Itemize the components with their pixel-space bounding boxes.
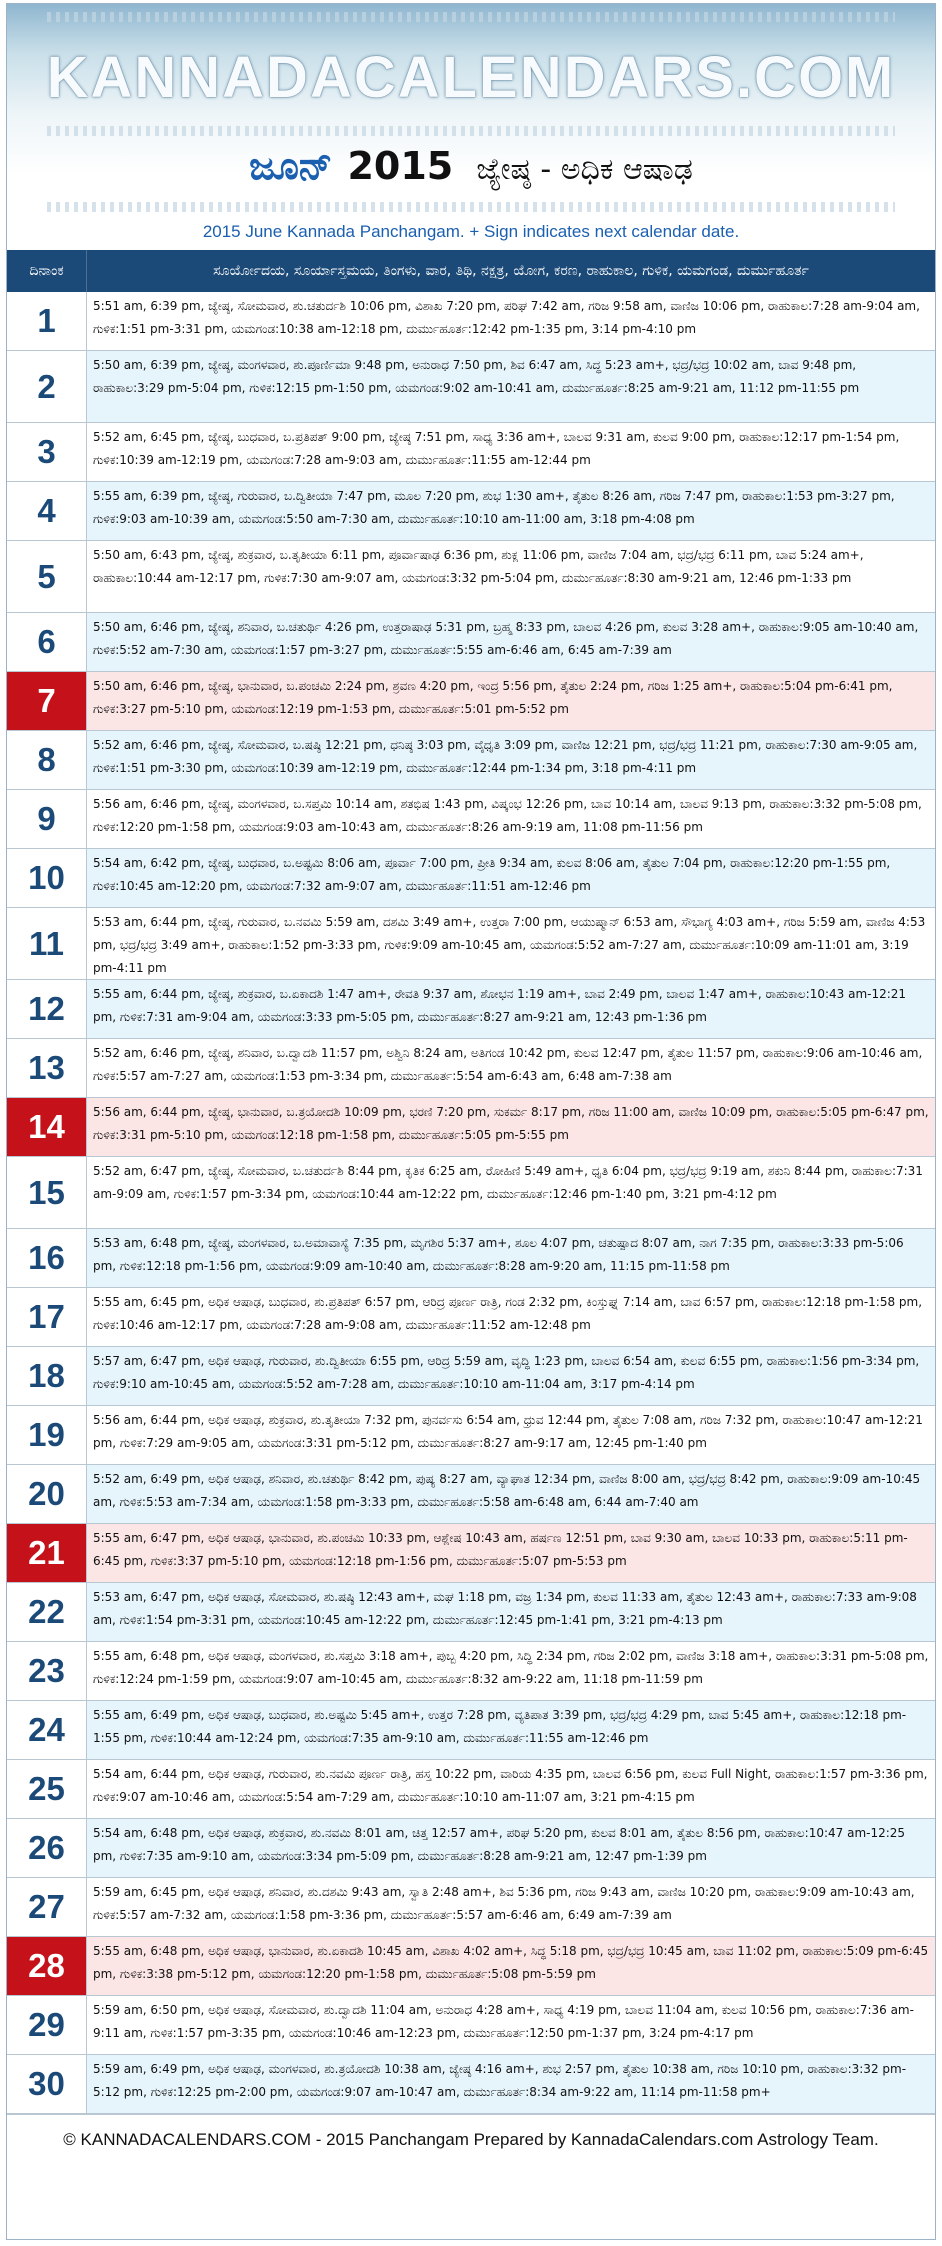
date-number: 25: [7, 1760, 87, 1818]
date-number: 11: [7, 908, 87, 979]
table-row: [7, 1760, 935, 1819]
table-row: [7, 1583, 935, 1642]
title-maasa: ಜ್ಯೇಷ್ಠ - ಅಧಿಕ ಆಷಾಢ: [476, 152, 693, 187]
date-number: 16: [7, 1229, 87, 1287]
panchang-details: 5:55 am, 6:48 pm, ಅಧಿಕ ಆಷಾಢ, ಮಂಗಳವಾರ, ಶು.ಸಪ್ತಮಿ 3:18 am+, ಪುಬ್ಬ 4:20 pm, ಸಿದ್ಧಿ 2:34 pm, ಗರಿಜ 2:02 pm, ವಾಣಿಜ 3:18 am+, ರಾಹುಕಾಲ:3:31 pm-5:08 pm, ಗುಳಿಕ:12:24 pm-1:59 pm, ಯಮಗಂಡ:9:07 am-10:45 am, ದುರ್ಮುಹೂರ್ತ:8:32 am-9:22 am, 11:18 pm-11:59 pm: [87, 1642, 935, 1700]
panchang-details: 5:59 am, 6:49 pm, ಅಧಿಕ ಆಷಾಢ, ಮಂಗಳವಾರ, ಶು.ತ್ರಯೋದಶಿ 10:38 am, ಜ್ಯೇಷ್ಠ 4:16 am+, ಶುಭ 2:57 pm, ತೈತುಲ 10:38 am, ಗರಿಜ 10:10 pm, ರಾಹುಕಾಲ:3:32 pm-5:12 pm, ಗುಳಿಕ:12:25 pm-2:00 pm, ಯಮಗಂಡ:9:07 am-10:47 am, ದುರ್ಮುಹೂರ್ತ:8:34 am-9:22 am, 11:14 pm-11:58 pm+: [87, 2055, 935, 2113]
panchang-details: 5:54 am, 6:44 pm, ಅಧಿಕ ಆಷಾಢ, ಗುರುವಾರ, ಶು.ನವಮಿ ಪೂರ್ಣ ರಾತ್ರಿ, ಹಸ್ತ 10:22 pm, ವಾರಿಯ 4:35 pm, ಬಾಲವ 6:56 pm, ಕುಲವ Full Night, ರಾಹುಕಾಲ:1:57 pm-3:36 pm, ಗುಳಿಕ:9:07 am-10:46 am, ಯಮಗಂಡ:5:54 am-7:29 am, ದುರ್ಮುಹೂರ್ತ:10:10 am-11:07 am, 3:21 pm-4:15 pm: [87, 1760, 935, 1818]
panchang-details: 5:53 am, 6:44 pm, ಜ್ಯೇಷ್ಠ, ಗುರುವಾರ, ಬ.ನವಮಿ 5:59 am, ದಶಮಿ 3:49 am+, ಉತ್ತರಾ 7:00 pm, ಆಯುಷ್ಮಾನ್ 6:53 am, ಸೌಭಾಗ್ಯ 4:03 am+, ಗರಿಜ 5:59 am, ವಾಣಿಜ 4:53 pm, ಭದ್ರ/ಭದ್ರ 3:49 am+, ರಾಹುಕಾಲ:1:52 pm-3:33 pm, ಗುಳಿಕ:9:09 am-10:45 am, ಯಮಗಂಡ:5:52 am-7:27 am, ದುರ್ಮುಹೂರ್ತ:10:09 am-11:01 am, 3:19 pm-4:11 pm: [87, 908, 935, 979]
date-number: 30: [7, 2055, 87, 2113]
panchang-details: 5:55 am, 6:47 pm, ಅಧಿಕ ಆಷಾಢ, ಭಾನುವಾರ, ಶು.ಪಂಚಮಿ 10:33 pm, ಆಶ್ಲೇಷ 10:43 am, ಹರ್ಷಣ 12:51 pm, ಬಾವ 9:30 am, ಬಾಲವ 10:33 pm, ರಾಹುಕಾಲ:5:11 pm-6:45 pm, ಗುಳಿಕ:3:37 pm-5:10 pm, ಯಮಗಂಡ:12:18 pm-1:56 pm, ದುರ್ಮುಹೂರ್ತ:5:07 pm-5:53 pm: [87, 1524, 935, 1582]
date-number: 6: [7, 613, 87, 671]
subtitle: 2015 June Kannada Panchangam. + Sign indicates next calendar date.: [202, 222, 740, 241]
date-number: 26: [7, 1819, 87, 1877]
panchang-details: 5:56 am, 6:46 pm, ಜ್ಯೇಷ್ಠ, ಮಂಗಳವಾರ, ಬ.ಸಪ್ತಮಿ 10:14 am, ಶತಭಿಷ 1:43 pm, ವಿಷ್ಕಂಭ 12:26 pm, ಬಾವ 10:14 am, ಬಾಲವ 9:13 pm, ರಾಹುಕಾಲ:3:32 pm-5:08 pm, ಗುಳಿಕ:12:20 pm-1:58 pm, ಯಮಗಂಡ:9:03 am-10:43 am, ದುರ್ಮುಹೂರ್ತ:8:26 am-9:19 am, 11:08 pm-11:56 pm: [87, 790, 935, 848]
panchang-details: 5:59 am, 6:45 pm, ಅಧಿಕ ಆಷಾಢ, ಶನಿವಾರ, ಶು.ದಶಮಿ 9:43 am, ಸ್ವಾತಿ 2:48 am+, ಶಿವ 5:36 pm, ಗರಿಜ 9:43 am, ವಾಣಿಜ 10:20 pm, ರಾಹುಕಾಲ:9:09 am-10:43 am, ಗುಳಿಕ:5:57 am-7:32 am, ಯಮಗಂಡ:1:58 pm-3:36 pm, ದುರ್ಮುಹೂರ್ತ:5:57 am-6:46 am, 6:49 am-7:39 am: [87, 1878, 935, 1936]
panchang-details: 5:56 am, 6:44 pm, ಅಧಿಕ ಆಷಾಢ, ಶುಕ್ರವಾರ, ಶು.ತೃತೀಯಾ 7:32 pm, ಪುನರ್ವಸು 6:54 am, ಧ್ರುವ 12:44 pm, ತೈತುಲ 7:08 am, ಗರಿಜ 7:32 pm, ರಾಹುಕಾಲ:10:47 am-12:21 pm, ಗುಳಿಕ:7:29 am-9:05 am, ಯಮಗಂಡ:3:31 pm-5:12 pm, ದುರ್ಮುಹೂರ್ತ:8:27 am-9:17 am, 12:45 pm-1:40 pm: [87, 1406, 935, 1464]
panchang-details: 5:52 am, 6:46 pm, ಜ್ಯೇಷ್ಠ, ಶನಿವಾರ, ಬ.ದ್ವಾದಶಿ 11:57 pm, ಅಶ್ವಿನಿ 8:24 am, ಅತಿಗಂಡ 10:42 pm, ಕುಲವ 12:47 pm, ತೈತುಲ 11:57 pm, ರಾಹುಕಾಲ:9:06 am-10:46 am, ಗುಳಿಕ:5:57 am-7:27 am, ಯಮಗಂಡ:1:53 pm-3:34 pm, ದುರ್ಮುಹೂರ್ತ:5:54 am-6:43 am, 6:48 am-7:38 am: [87, 1039, 935, 1097]
panchang-details: 5:56 am, 6:44 pm, ಜ್ಯೇಷ್ಠ, ಭಾನುವಾರ, ಬ.ತ್ರಯೋದಶಿ 10:09 pm, ಭರಣಿ 7:20 pm, ಸುಕರ್ಮ 8:17 pm, ಗರಿಜ 11:00 am, ವಾಣಿಜ 10:09 pm, ರಾಹುಕಾಲ:5:05 pm-6:47 pm, ಗುಳಿಕ:3:31 pm-5:10 pm, ಯಮಗಂಡ:12:18 pm-1:58 pm, ದುರ್ಮುಹೂರ್ತ:5:05 pm-5:55 pm: [87, 1098, 935, 1156]
date-number: 2: [7, 351, 87, 422]
table-row: [7, 980, 935, 1039]
table-row: [7, 2055, 935, 2114]
lace-decoration: [47, 202, 895, 212]
panchang-details: 5:59 am, 6:50 pm, ಅಧಿಕ ಆಷಾಢ, ಸೋಮವಾರ, ಶು.ದ್ವಾದಶಿ 11:04 am, ಅನುರಾಧ 4:28 am+, ಸಾಧ್ಯ 4:19 pm, ಬಾಲವ 11:04 am, ಕುಲವ 10:56 pm, ರಾಹುಕಾಲ:7:36 am-9:11 am, ಗುಳಿಕ:1:57 pm-3:35 pm, ಯಮಗಂಡ:10:46 am-12:23 pm, ದುರ್ಮುಹೂರ್ತ:12:50 pm-1:37 pm, 3:24 pm-4:17 pm: [87, 1996, 935, 2054]
table-row: [7, 1229, 935, 1288]
date-number: 10: [7, 849, 87, 907]
panchang-details: 5:52 am, 6:47 pm, ಜ್ಯೇಷ್ಠ, ಸೋಮವಾರ, ಬ.ಚತುರ್ದಶಿ 8:44 pm, ಕೃತಿಕ 6:25 am, ರೋಹಿಣಿ 5:49 am+, ಧೃತಿ 6:04 pm, ಭದ್ರ/ಭದ್ರ 9:19 am, ಶಕುನಿ 8:44 pm, ರಾಹುಕಾಲ:7:31 am-9:09 am, ಗುಳಿಕ:1:57 pm-3:34 pm, ಯಮಗಂಡ:10:44 am-12:22 pm, ದುರ್ಮುಹೂರ್ತ:12:46 pm-1:40 pm, 3:21 pm-4:12 pm: [87, 1157, 935, 1228]
date-number: 5: [7, 541, 87, 612]
date-number: 22: [7, 1583, 87, 1641]
panchang-details: 5:54 am, 6:42 pm, ಜ್ಯೇಷ್ಠ, ಬುಧವಾರ, ಬ.ಅಷ್ಟಮಿ 8:06 am, ಪೂರ್ವಾ 7:00 pm, ಪ್ರೀತಿ 9:34 am, ಕುಲವ 8:06 am, ತೈತುಲ 7:04 pm, ರಾಹುಕಾಲ:12:20 pm-1:55 pm, ಗುಳಿಕ:10:45 am-12:20 pm, ಯಮಗಂಡ:7:32 am-9:07 am, ದುರ್ಮುಹೂರ್ತ:11:51 am-12:46 pm: [87, 849, 935, 907]
table-row: [7, 1465, 935, 1524]
date-number: 4: [7, 482, 87, 540]
date-number: 24: [7, 1701, 87, 1759]
panchang-details: 5:55 am, 6:45 pm, ಅಧಿಕ ಆಷಾಢ, ಬುಧವಾರ, ಶು.ಪ್ರತಿಪತ್ 6:57 pm, ಆರಿದ್ರ ಪೂರ್ಣ ರಾತ್ರಿ, ಗಂಡ 2:32 pm, ಕಿಂಸ್ತುಘ್ನ 7:14 am, ಬಾವ 6:57 pm, ರಾಹುಕಾಲ:12:18 pm-1:58 pm, ಗುಳಿಕ:10:46 am-12:17 pm, ಯಮಗಂಡ:7:28 am-9:08 am, ದುರ್ಮುಹೂರ್ತ:11:52 am-12:48 pm: [87, 1288, 935, 1346]
table-row: [7, 1642, 935, 1701]
table-row: [7, 1878, 935, 1937]
date-number: 17: [7, 1288, 87, 1346]
table-row: [7, 613, 935, 672]
footer: © KANNADACALENDARS.COM - 2015 Panchangam Prepared by KannadaCalendars.com Astrology Team.: [7, 2114, 935, 2165]
date-number: 3: [7, 423, 87, 481]
table-row: [7, 541, 935, 613]
banner: [7, 4, 935, 250]
table-row: [7, 1701, 935, 1760]
calendar-table: [7, 292, 935, 2114]
panchang-details: 5:52 am, 6:45 pm, ಜ್ಯೇಷ್ಠ, ಬುಧವಾರ, ಬ.ಪ್ರತಿಪತ್ 9:00 pm, ಜ್ಯೇಷ್ಠ 7:51 pm, ಸಾಧ್ಯ 3:36 am+, ಬಾಲವ 9:31 am, ಕುಲವ 9:00 pm, ರಾಹುಕಾಲ:12:17 pm-1:54 pm, ಗುಳಿಕ:10:39 am-12:19 pm, ಯಮಗಂಡ:7:28 am-9:03 am, ದುರ್ಮುಹೂರ್ತ:11:55 am-12:44 pm: [87, 423, 935, 481]
date-number: 15: [7, 1157, 87, 1228]
panchang-details: 5:52 am, 6:46 pm, ಜ್ಯೇಷ್ಠ, ಸೋಮವಾರ, ಬ.ಷಷ್ಠಿ 12:21 pm, ಧನಿಷ್ಠ 3:03 pm, ವೈಧೃತಿ 3:09 pm, ವಾಣಿಜ 12:21 pm, ಭದ್ರ/ಭದ್ರ 11:21 pm, ರಾಹುಕಾಲ:7:30 am-9:05 am, ಗುಳಿಕ:1:51 pm-3:30 pm, ಯಮಗಂಡ:10:39 am-12:19 pm, ದುರ್ಮುಹೂರ್ತ:12:44 pm-1:34 pm, 3:18 pm-4:11 pm: [87, 731, 935, 789]
panchang-details: 5:53 am, 6:48 pm, ಜ್ಯೇಷ್ಠ, ಮಂಗಳವಾರ, ಬ.ಅಮಾವಾಸ್ಯೆ 7:35 pm, ಮೃಗಶಿರ 5:37 am+, ಶೂಲ 4:07 pm, ಚತುಷ್ಪಾದ 8:07 am, ನಾಗ 7:35 pm, ರಾಹುಕಾಲ:3:33 pm-5:06 pm, ಗುಳಿಕ:12:18 pm-1:56 pm, ಯಮಗಂಡ:9:09 am-10:40 am, ದುರ್ಮುಹೂರ್ತ:8:28 am-9:20 am, 11:15 pm-11:58 pm: [87, 1229, 935, 1287]
site-name[interactable]: KANNADACALENDARS.COM: [46, 45, 896, 110]
table-row: [7, 1406, 935, 1465]
title-month: ಜೂನ್: [249, 144, 333, 188]
table-row: [7, 908, 935, 980]
panchang-details: 5:50 am, 6:46 pm, ಜ್ಯೇಷ್ಠ, ಶನಿವಾರ, ಬ.ಚತುರ್ಥಿ 4:26 pm, ಉತ್ತರಾಷಾಢ 5:31 pm, ಬ್ರಹ್ಮ 8:33 pm, ಬಾಲವ 4:26 pm, ಕುಲವ 3:28 am+, ರಾಹುಕಾಲ:9:05 am-10:40 am, ಗುಳಿಕ:5:52 am-7:30 am, ಯಮಗಂಡ:1:57 pm-3:27 pm, ದುರ್ಮುಹೂರ್ತ:5:55 am-6:46 am, 6:45 am-7:39 am: [87, 613, 935, 671]
panchang-details: 5:55 am, 6:48 pm, ಅಧಿಕ ಆಷಾಢ, ಭಾನುವಾರ, ಶು.ಏಕಾದಶಿ 10:45 am, ವಿಶಾಖ 4:02 am+, ಸಿದ್ಧ 5:18 pm, ಭದ್ರ/ಭದ್ರ 10:45 am, ಬಾವ 11:02 pm, ರಾಹುಕಾಲ:5:09 pm-6:45 pm, ಗುಳಿಕ:3:38 pm-5:12 pm, ಯಮಗಂಡ:12:20 pm-1:58 pm, ದುರ್ಮುಹೂರ್ತ:5:08 pm-5:59 pm: [87, 1937, 935, 1995]
table-row: [7, 849, 935, 908]
panchang-details: 5:50 am, 6:43 pm, ಜ್ಯೇಷ್ಠ, ಶುಕ್ರವಾರ, ಬ.ತೃತೀಯಾ 6:11 pm, ಪೂರ್ವಾಷಾಢ 6:36 pm, ಶುಕ್ಲ 11:06 pm, ವಾಣಿಜ 7:04 am, ಭದ್ರ/ಭದ್ರ 6:11 pm, ಬಾವ 5:24 am+, ರಾಹುಕಾಲ:10:44 am-12:17 pm, ಗುಳಿಕ:7:30 am-9:07 am, ಯಮಗಂಡ:3:32 pm-5:04 pm, ದುರ್ಮುಹೂರ್ತ:8:30 am-9:21 am, 12:46 pm-1:33 pm: [87, 541, 935, 612]
panchang-details: 5:54 am, 6:48 pm, ಅಧಿಕ ಆಷಾಢ, ಶುಕ್ರವಾರ, ಶು.ನವಮಿ 8:01 am, ಚಿತ್ತ 12:57 am+, ಪರಿಘ 5:20 pm, ಕುಲವ 8:01 am, ತೈತುಲ 8:56 pm, ರಾಹುಕಾಲ:10:47 am-12:25 pm, ಗುಳಿಕ:7:35 am-9:10 am, ಯಮಗಂಡ:3:34 pm-5:09 pm, ದುರ್ಮುಹೂರ್ತ:8:28 am-9:21 am, 12:47 pm-1:39 pm: [87, 1819, 935, 1877]
lace-decoration: [47, 12, 895, 22]
date-number: 19: [7, 1406, 87, 1464]
date-column-header: ದಿನಾಂಕ: [7, 250, 87, 292]
table-row: [7, 1996, 935, 2055]
page-title: [7, 144, 935, 189]
panchang-details: 5:50 am, 6:46 pm, ಜ್ಯೇಷ್ಠ, ಭಾನುವಾರ, ಬ.ಪಂಚಮಿ 2:24 pm, ಶ್ರವಣ 4:20 pm, ಇಂದ್ರ 5:56 pm, ತೈತುಲ 2:24 pm, ಗರಿಜ 1:25 am+, ರಾಹುಕಾಲ:5:04 pm-6:41 pm, ಗುಳಿಕ:3:27 pm-5:10 pm, ಯಮಗಂಡ:12:19 pm-1:53 pm, ದುರ್ಮುಹೂರ್ತ:5:01 pm-5:52 pm: [87, 672, 935, 730]
table-row: [7, 1819, 935, 1878]
table-row: [7, 1937, 935, 1996]
panchang-details: 5:55 am, 6:39 pm, ಜ್ಯೇಷ್ಠ, ಗುರುವಾರ, ಬ.ದ್ವಿತೀಯಾ 7:47 pm, ಮೂಲ 7:20 pm, ಶುಭ 1:30 am+, ತೈತುಲ 8:26 am, ಗರಿಜ 7:47 pm, ರಾಹುಕಾಲ:1:53 pm-3:27 pm, ಗುಳಿಕ:9:03 am-10:39 am, ಯಮಗಂಡ:5:50 am-7:30 am, ದುರ್ಮುಹೂರ್ತ:10:10 am-11:00 am, 3:18 pm-4:08 pm: [87, 482, 935, 540]
date-number: 28: [7, 1937, 87, 1995]
panchang-details: 5:50 am, 6:39 pm, ಜ್ಯೇಷ್ಠ, ಮಂಗಳವಾರ, ಶು.ಪೂರ್ಣಿಮಾ 9:48 pm, ಅನುರಾಧ 7:50 pm, ಶಿವ 6:47 am, ಸಿದ್ಧ 5:23 am+, ಭದ್ರ/ಭದ್ರ 10:02 am, ಬಾವ 9:48 pm, ರಾಹುಕಾಲ:3:29 pm-5:04 pm, ಗುಳಿಕ:12:15 pm-1:50 pm, ಯಮಗಂಡ:9:02 am-10:41 am, ದುರ್ಮುಹೂರ್ತ:8:25 am-9:21 am, 11:12 pm-11:55 pm: [87, 351, 935, 422]
panchang-details: 5:53 am, 6:47 pm, ಅಧಿಕ ಆಷಾಢ, ಸೋಮವಾರ, ಶು.ಷಷ್ಠಿ 12:43 am+, ಮಘ 1:18 pm, ವಜ್ರ 1:34 pm, ಕುಲವ 11:33 am, ತೈತುಲ 12:43 am+, ರಾಹುಕಾಲ:7:33 am-9:08 am, ಗುಳಿಕ:1:54 pm-3:31 pm, ಯಮಗಂಡ:10:45 am-12:22 pm, ದುರ್ಮುಹೂರ್ತ:12:45 pm-1:41 pm, 3:21 pm-4:13 pm: [87, 1583, 935, 1641]
title-year: 2015: [347, 144, 454, 188]
table-row: [7, 1039, 935, 1098]
table-row: [7, 1524, 935, 1583]
date-number: 14: [7, 1098, 87, 1156]
table-row: [7, 1288, 935, 1347]
table-row: [7, 790, 935, 849]
table-row: [7, 482, 935, 541]
date-number: 27: [7, 1878, 87, 1936]
panchang-details: 5:55 am, 6:44 pm, ಜ್ಯೇಷ್ಠ, ಶುಕ್ರವಾರ, ಬ.ಏಕಾದಶಿ 1:47 am+, ರೇವತಿ 9:37 am, ಶೋಭನ 1:19 am+, ಬಾವ 2:49 pm, ಬಾಲವ 1:47 am+, ರಾಹುಕಾಲ:10:43 am-12:21 pm, ಗುಳಿಕ:7:31 am-9:04 am, ಯಮಗಂಡ:3:33 pm-5:05 pm, ದುರ್ಮುಹೂರ್ತ:8:27 am-9:21 am, 12:43 pm-1:36 pm: [87, 980, 935, 1038]
date-number: 29: [7, 1996, 87, 2054]
date-number: 13: [7, 1039, 87, 1097]
table-row: [7, 292, 935, 351]
content-column-header: ಸೂರ್ಯೋದಯ, ಸೂರ್ಯಾಸ್ತಮಯ, ತಿಂಗಳು, ವಾರ, ತಿಥಿ, ನಕ್ಷತ್ರ, ಯೋಗ, ಕರಣ, ರಾಹುಕಾಲ, ಗುಳಿಕ, ಯಮಗಂಡ, ದುರ್ಮುಹೂರ್ತ: [213, 263, 809, 279]
table-row: [7, 423, 935, 482]
table-row: [7, 351, 935, 423]
table-header: [7, 250, 935, 292]
date-number: 21: [7, 1524, 87, 1582]
date-number: 23: [7, 1642, 87, 1700]
date-number: 7: [7, 672, 87, 730]
table-row: [7, 1157, 935, 1229]
calendar-page: [6, 3, 936, 2240]
table-row: [7, 672, 935, 731]
date-number: 18: [7, 1347, 87, 1405]
table-row: [7, 1098, 935, 1157]
date-number: 1: [7, 292, 87, 350]
lace-decoration: [47, 126, 895, 136]
date-number: 20: [7, 1465, 87, 1523]
table-row: [7, 731, 935, 790]
panchang-details: 5:55 am, 6:49 pm, ಅಧಿಕ ಆಷಾಢ, ಬುಧವಾರ, ಶು.ಅಷ್ಟಮಿ 5:45 am+, ಉತ್ತರ 7:28 pm, ವ್ಯತಿಪಾತ 3:39 pm, ಭದ್ರ/ಭದ್ರ 4:29 pm, ಬಾವ 5:45 am+, ರಾಹುಕಾಲ:12:18 pm-1:55 pm, ಗುಳಿಕ:10:44 am-12:24 pm, ಯಮಗಂಡ:7:35 am-9:10 am, ದುರ್ಮುಹೂರ್ತ:11:55 am-12:46 pm: [87, 1701, 935, 1759]
date-number: 9: [7, 790, 87, 848]
date-number: 8: [7, 731, 87, 789]
date-number: 12: [7, 980, 87, 1038]
panchang-details: 5:52 am, 6:49 pm, ಅಧಿಕ ಆಷಾಢ, ಶನಿವಾರ, ಶು.ಚತುರ್ಥಿ 8:42 pm, ಪುಷ್ಯ 8:27 am, ವ್ಯಾಘಾತ 12:34 pm, ವಾಣಿಜ 8:00 am, ಭದ್ರ/ಭದ್ರ 8:42 pm, ರಾಹುಕಾಲ:9:09 am-10:45 am, ಗುಳಿಕ:5:53 am-7:34 am, ಯಮಗಂಡ:1:58 pm-3:33 pm, ದುರ್ಮುಹೂರ್ತ:5:58 am-6:48 am, 6:44 am-7:40 am: [87, 1465, 935, 1523]
panchang-details: 5:51 am, 6:39 pm, ಜ್ಯೇಷ್ಠ, ಸೋಮವಾರ, ಶು.ಚತುರ್ದಶಿ 10:06 pm, ವಿಶಾಖ 7:20 pm, ಪರಿಘ 7:42 am, ಗರಿಜ 9:58 am, ವಾಣಿಜ 10:06 pm, ರಾಹುಕಾಲ:7:28 am-9:04 am, ಗುಳಿಕ:1:51 pm-3:31 pm, ಯಮಗಂಡ:10:38 am-12:18 pm, ದುರ್ಮುಹೂರ್ತ:12:42 pm-1:35 pm, 3:14 pm-4:10 pm: [87, 292, 935, 350]
panchang-details: 5:57 am, 6:47 pm, ಅಧಿಕ ಆಷಾಢ, ಗುರುವಾರ, ಶು.ದ್ವಿತೀಯಾ 6:55 pm, ಆರಿದ್ರ 5:59 am, ವೃದ್ಧಿ 1:23 pm, ಬಾಲವ 6:54 am, ಕುಲವ 6:55 pm, ರಾಹುಕಾಲ:1:56 pm-3:34 pm, ಗುಳಿಕ:9:10 am-10:45 am, ಯಮಗಂಡ:5:52 am-7:28 am, ದುರ್ಮುಹೂರ್ತ:10:10 am-11:04 am, 3:17 pm-4:14 pm: [87, 1347, 935, 1405]
table-row: [7, 1347, 935, 1406]
